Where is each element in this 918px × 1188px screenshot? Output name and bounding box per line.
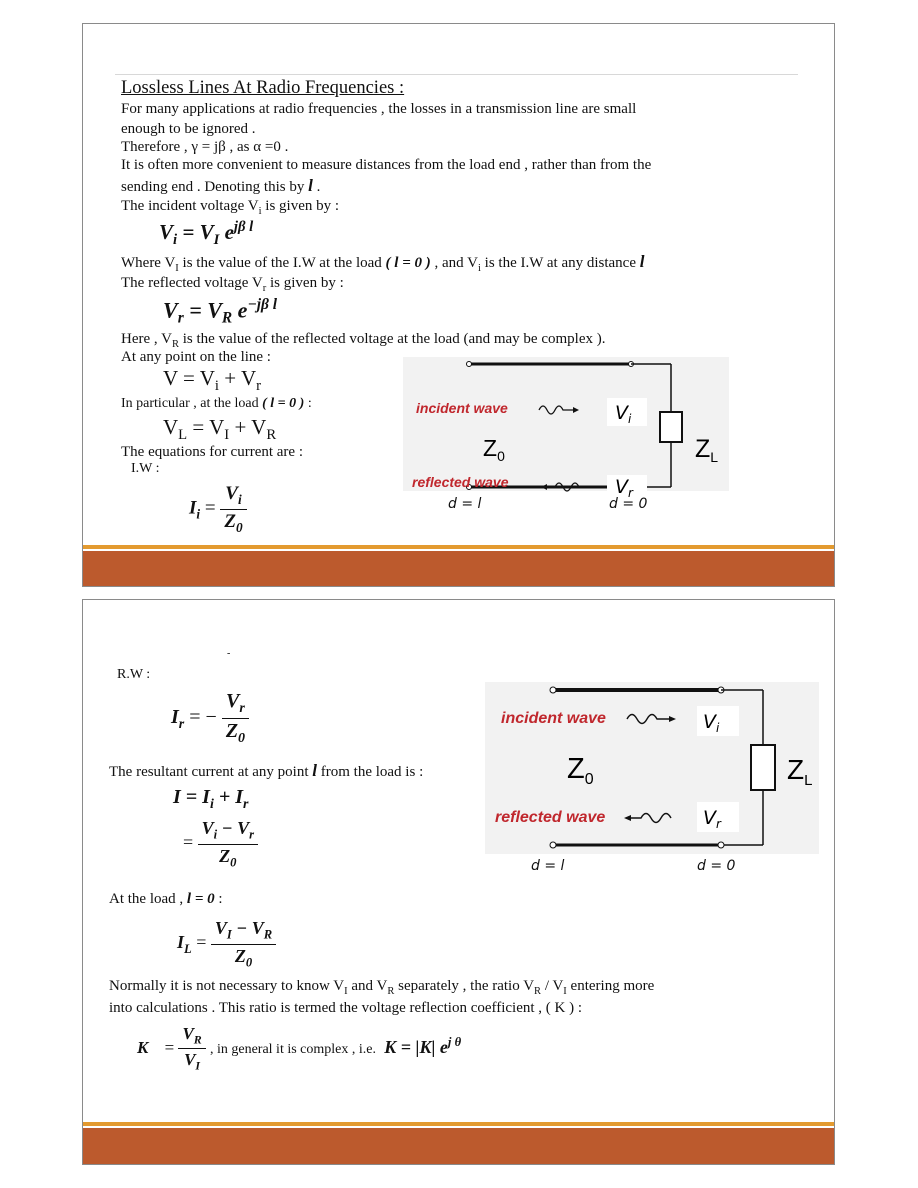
equation-incident-current: $I_i$ = $\frac{V_i}{Z_0}$	[189, 483, 247, 536]
load-impedance-box	[751, 745, 775, 790]
terminal	[467, 362, 472, 367]
diagram-svg	[403, 357, 729, 500]
incident-wave-arrow-icon	[627, 715, 669, 724]
d-left-label: d = l	[448, 496, 482, 512]
terminal	[550, 687, 556, 693]
paragraph: enough to be ignored .	[121, 121, 256, 137]
equation-total-voltage: $V = V_i + V_r$	[163, 366, 262, 395]
footer-bar	[83, 551, 834, 586]
zl-label: $Z_L$	[695, 435, 719, 465]
paragraph: Here , $V_R$ is the value of the reflected voltage at the load (and may be complex ).	[121, 331, 606, 350]
zl-label: $Z_L$	[787, 754, 813, 789]
incident-wave-arrow-icon	[539, 406, 573, 414]
paragraph: The incident voltage $V_i$ is given by :	[121, 198, 340, 217]
load-impedance-box	[660, 412, 682, 442]
terminal	[718, 842, 724, 848]
paragraph: The reflected voltage $V_r$ is given by :	[121, 275, 344, 294]
paragraph: Normally it is not necessary to know $V_I$ and $V_R$ separately , the ratio $V_R / V_I$ entering more	[109, 978, 655, 997]
incident-wave-label: incident wave	[416, 400, 508, 416]
equation-incident-voltage: $V_i = V_I$ $e^{j\beta l}$	[159, 219, 254, 249]
incident-wave-label: incident wave	[501, 710, 606, 727]
footer-bar	[83, 1128, 834, 1164]
paragraph: sending end . Denoting this by l .	[121, 176, 321, 195]
equation-reflection-coefficient: K = $\frac{V_R}{V_I}$ , in general it is complex , i.e. K = |K| $e^{j \theta}$	[137, 1024, 462, 1073]
slide-2	[82, 599, 835, 1165]
stray-mark: -	[227, 648, 231, 659]
d-right-label: d = 0	[697, 858, 736, 874]
d-left-label: d = l	[531, 858, 565, 874]
title-rule	[115, 74, 798, 75]
paragraph: At the load , l = 0 :	[109, 891, 223, 907]
d-right-label: d = 0	[609, 496, 648, 512]
paragraph: The resultant current at any point l from the load is :	[109, 761, 424, 780]
vr-label: $V_r$	[703, 807, 721, 831]
reflected-wave-arrow-icon	[631, 814, 671, 823]
paragraph: At any point on the line :	[121, 349, 271, 365]
terminal	[550, 842, 556, 848]
paragraph: R.W :	[117, 667, 151, 682]
slide-1	[82, 23, 835, 587]
paragraph: The equations for current are :	[121, 444, 303, 460]
paragraph: into calculations . This ratio is termed the voltage reflection coefficient , ( K ) :	[109, 1000, 583, 1016]
reflected-wave-label: reflected wave	[412, 474, 509, 490]
paragraph: I.W :	[131, 461, 160, 476]
reflected-wave-label: reflected wave	[495, 809, 606, 826]
z0-label: $Z_0$	[483, 435, 505, 464]
vr-label: $V_r$	[615, 476, 633, 500]
paragraph: Therefore , γ = jβ , as α =0 .	[121, 139, 289, 155]
footer-accent-line	[83, 545, 834, 549]
equation-load-current: $I_L$ = $\frac{V_I - V_R}{Z_0}$	[177, 918, 276, 970]
equation-total-current-2: = $\frac{V_i - V_r}{Z_0}$	[183, 818, 258, 870]
paragraph: Where $V_I$ is the value of the I.W at the load ( l = 0 ) , and $V_i$ is the I.W at any distance l	[121, 252, 645, 274]
equation-reflected-current: $I_r$ = − $\frac{V_r}{Z_0}$	[171, 690, 249, 747]
equation-total-current: $I = I_i + I_r$	[173, 786, 249, 812]
footer-accent-line	[83, 1122, 834, 1126]
vi-label: $V_i$	[615, 402, 632, 426]
diagram-svg	[485, 682, 819, 854]
paragraph: For many applications at radio frequencies , the losses in a transmission line are small	[121, 101, 637, 117]
paragraph: It is often more convenient to measure distances from the load end , rather than from the	[121, 157, 652, 173]
transmission-line-diagram	[403, 357, 729, 500]
paragraph: In particular , at the load ( l = 0 ) :	[121, 396, 312, 411]
equation-load-voltage: $V_L = V_I + V_R$	[163, 415, 277, 444]
z0-label: $Z_0$	[567, 753, 594, 788]
equation-reflected-voltage: $V_r = V_R$ $e^{-j\beta l}$	[163, 296, 278, 327]
slide-title: Lossless Lines At Radio Frequencies :	[121, 78, 405, 98]
vi-label: $V_i$	[703, 711, 720, 735]
transmission-line-diagram	[485, 682, 819, 854]
